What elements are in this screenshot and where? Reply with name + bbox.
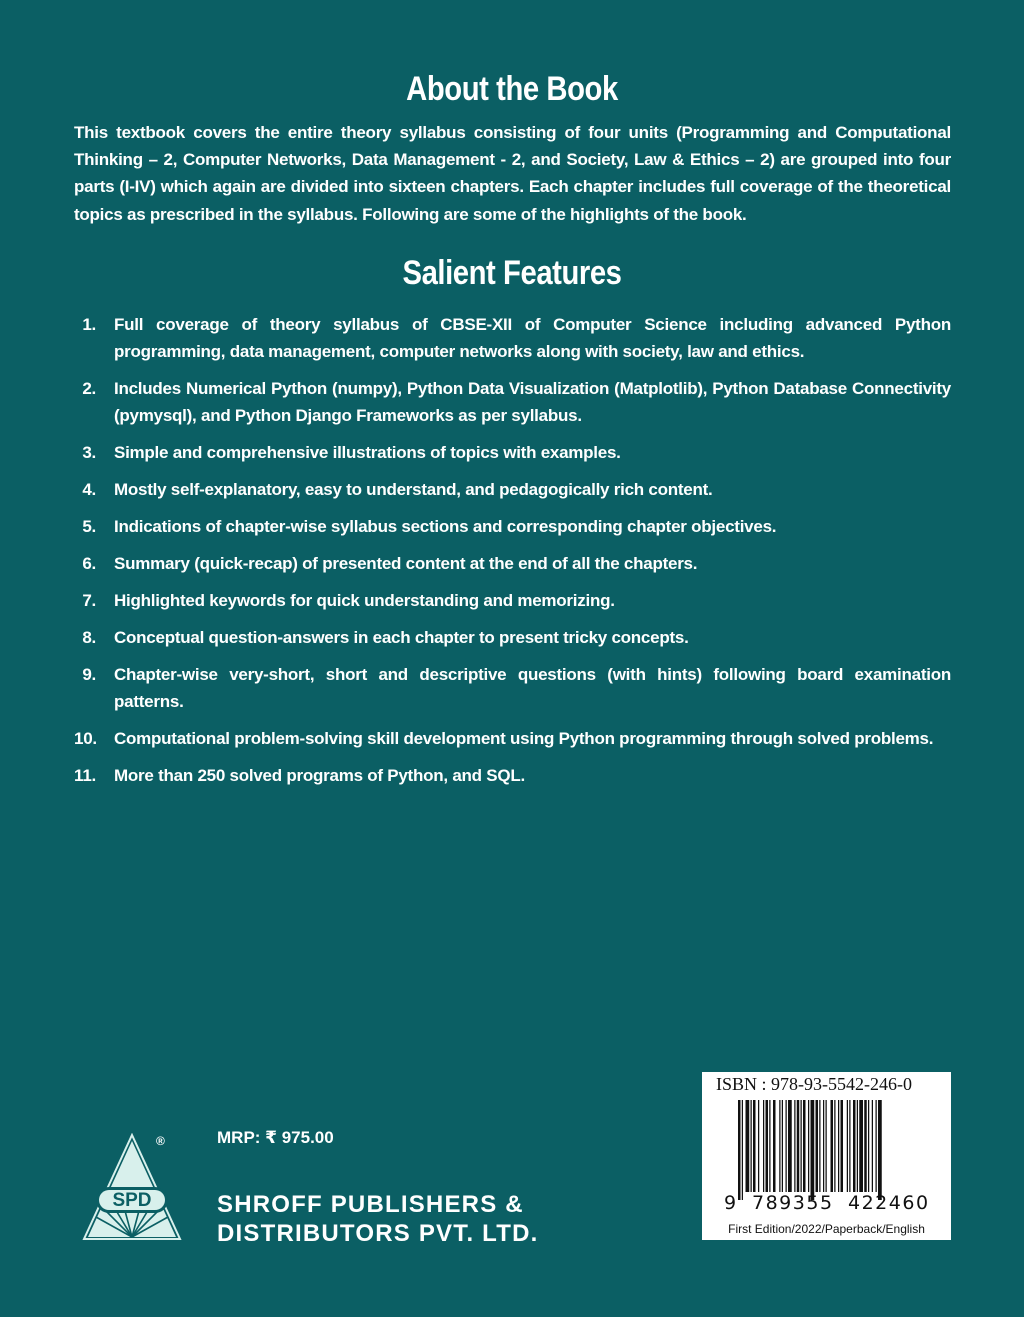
barcode-bar bbox=[808, 1100, 809, 1192]
publisher-name-line2: DISTRIBUTORS PVT. LTD. bbox=[217, 1220, 539, 1247]
barcode-bar bbox=[849, 1100, 850, 1192]
barcode-bar bbox=[859, 1100, 863, 1192]
feature-number: 10. bbox=[74, 729, 97, 748]
feature-number: 8. bbox=[82, 628, 96, 647]
feature-text: Simple and comprehensive illustrations of topics with examples. bbox=[114, 443, 621, 462]
barcode-bar bbox=[782, 1100, 783, 1192]
mrp-price: MRP: ₹ 975.00 bbox=[217, 1128, 334, 1147]
feature-item bbox=[74, 513, 951, 540]
barcode-bar bbox=[872, 1100, 873, 1192]
feature-item bbox=[74, 661, 951, 715]
feature-text: Conceptual question-answers in each chapter to present tricky concepts. bbox=[114, 628, 689, 647]
barcode-box bbox=[702, 1072, 951, 1240]
barcode-bar bbox=[831, 1100, 834, 1192]
isbn-text: ISBN : 978-93-5542-246-0 bbox=[716, 1074, 912, 1094]
feature-item bbox=[74, 725, 951, 752]
barcode-bar bbox=[857, 1100, 858, 1192]
feature-item bbox=[74, 439, 951, 466]
about-text: This textbook covers the entire theory syllabus consisting of four units (Programming and Computational Thinking – 2, Computer Networks, Data Management - 2, and Society, Law & Ethics – 2) are grouped into four parts (I-IV) which again are divided into sixteen chapters. Each chapter includes full coverage of the theoretical topics as prescribed in the syllabus. Following are some of the highlights of the book. bbox=[74, 123, 951, 224]
barcode-bar bbox=[738, 1100, 741, 1200]
barcode-digits-right: 422460 bbox=[848, 1192, 930, 1214]
feature-number: 9. bbox=[82, 665, 96, 684]
feature-item bbox=[74, 550, 951, 577]
features-list bbox=[74, 311, 951, 799]
barcode-bar bbox=[841, 1100, 844, 1192]
barcode-bar bbox=[766, 1100, 769, 1192]
feature-text: Includes Numerical Python (numpy), Python Data Visualization (Matplotlib), Python Database Connectivity (pymysql), and Python Django Frameworks as per syllabus. bbox=[114, 379, 951, 425]
barcode-bar bbox=[797, 1100, 800, 1192]
barcode-bar bbox=[838, 1100, 839, 1192]
salient-features-title: Salient Features bbox=[402, 254, 622, 292]
barcode-bar bbox=[779, 1100, 780, 1192]
barcode-bar bbox=[878, 1100, 882, 1200]
barcode-bar bbox=[788, 1100, 792, 1192]
feature-number: 2. bbox=[82, 379, 96, 398]
feature-item bbox=[74, 624, 951, 651]
feature-text: Mostly self-explanatory, easy to understand, and pedagogically rich content. bbox=[114, 480, 713, 499]
feature-number: 3. bbox=[82, 443, 96, 462]
barcode-bar bbox=[853, 1100, 856, 1192]
feature-number: 4. bbox=[82, 480, 96, 499]
barcode-bar bbox=[786, 1100, 787, 1192]
feature-number: 11. bbox=[74, 766, 96, 785]
registered-mark: ® bbox=[156, 1134, 165, 1148]
feature-item bbox=[74, 311, 951, 365]
barcode-bar bbox=[811, 1100, 815, 1200]
feature-text: Summary (quick-recap) of presented content at the end of all the chapters. bbox=[114, 554, 698, 573]
barcode-bar bbox=[819, 1100, 820, 1192]
barcode-bar bbox=[826, 1100, 827, 1192]
barcode-bar bbox=[742, 1100, 743, 1200]
feature-item bbox=[74, 587, 951, 614]
feature-number: 6. bbox=[82, 554, 96, 573]
feature-item bbox=[74, 375, 951, 429]
barcode-bar bbox=[746, 1100, 750, 1192]
barcode-digit-first: 9 bbox=[724, 1192, 738, 1214]
barcode-bars-icon bbox=[738, 1100, 930, 1200]
feature-number: 5. bbox=[82, 517, 96, 536]
logo-text: SPD bbox=[112, 1190, 152, 1211]
barcode-bar bbox=[751, 1100, 752, 1192]
barcode-bar bbox=[773, 1100, 776, 1192]
barcode-bar bbox=[847, 1100, 848, 1192]
publisher-name bbox=[217, 1190, 539, 1248]
barcode-bar bbox=[868, 1100, 869, 1192]
barcode-bar bbox=[758, 1100, 759, 1192]
feature-item bbox=[74, 762, 951, 789]
feature-text: More than 250 solved programs of Python, and SQL. bbox=[114, 766, 525, 785]
edition-text: First Edition/2022/Paperback/English bbox=[728, 1222, 925, 1236]
barcode-bar bbox=[823, 1100, 824, 1192]
barcode-bar bbox=[834, 1100, 835, 1192]
feature-item bbox=[74, 476, 951, 503]
feature-text: Computational problem-solving skill development using Python programming through solved problems. bbox=[114, 729, 934, 748]
barcode-digits-left: 789355 bbox=[752, 1192, 834, 1214]
barcode-bar bbox=[794, 1100, 795, 1192]
barcode-bar bbox=[763, 1100, 764, 1192]
feature-text: Full coverage of theory syllabus of CBSE-XII of Computer Science including advanced Python programming, data management, computer networks along with society, law and ethics. bbox=[114, 315, 951, 361]
spd-logo-icon bbox=[82, 1133, 182, 1243]
barcode-bar bbox=[753, 1100, 756, 1192]
about-title: About the Book bbox=[406, 70, 618, 108]
feature-number: 1. bbox=[82, 315, 96, 334]
feature-number: 7. bbox=[82, 591, 96, 610]
feature-text: Indications of chapter-wise syllabus sections and corresponding chapter objectives. bbox=[114, 517, 777, 536]
barcode-bar bbox=[864, 1100, 867, 1192]
barcode-bar bbox=[876, 1100, 877, 1192]
barcode-bar bbox=[769, 1100, 770, 1192]
barcode-bar bbox=[801, 1100, 802, 1192]
barcode-bar bbox=[816, 1100, 819, 1192]
feature-text: Chapter-wise very-short, short and descriptive questions (with hints) following board examination patterns. bbox=[114, 665, 951, 711]
publisher-name-line1: SHROFF PUBLISHERS & bbox=[217, 1191, 524, 1218]
barcode-bar bbox=[803, 1100, 806, 1192]
feature-text: Highlighted keywords for quick understanding and memorizing. bbox=[114, 591, 615, 610]
